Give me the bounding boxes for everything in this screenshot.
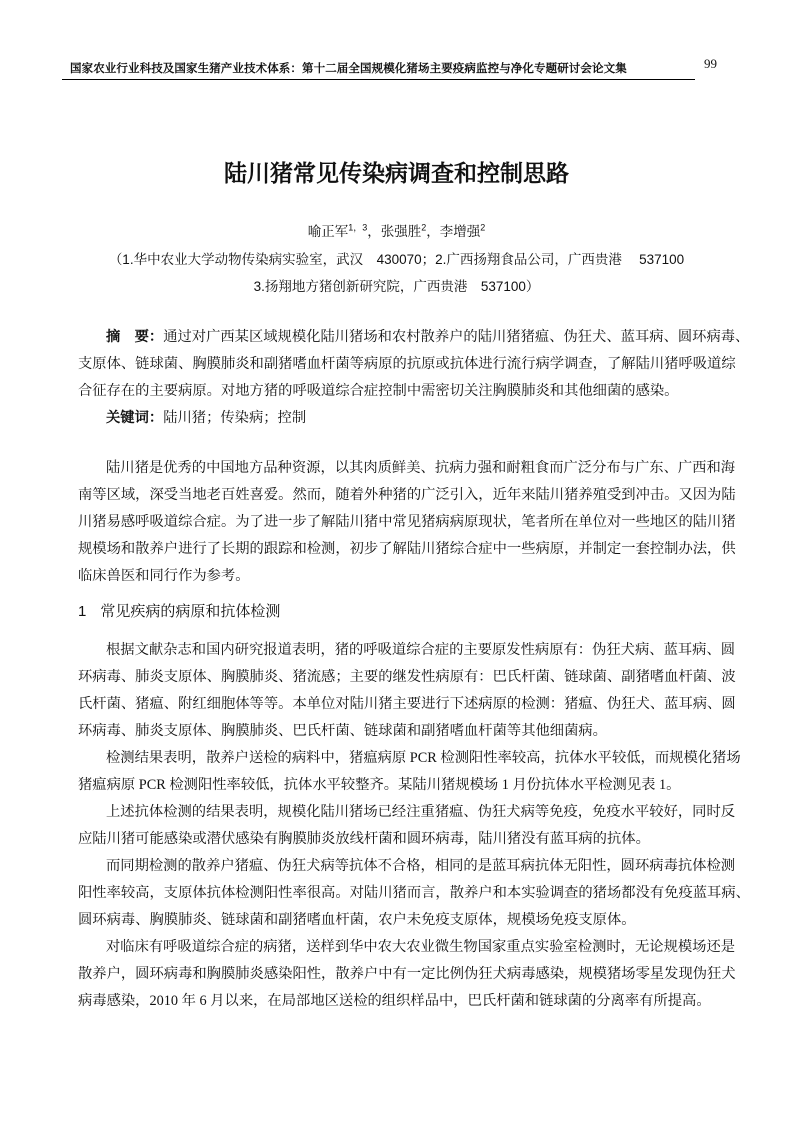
page-number: 99 xyxy=(704,56,717,71)
paragraph-line: 川猪易感呼吸道综合症。为了进一步了解陆川猪中常见猪病病原现状，笔者所在单位对一些地区的陆川猪 xyxy=(78,514,736,530)
keywords-text: 陆川猪；传染病；控制 xyxy=(163,410,307,426)
author-affiliation-mark: 2 xyxy=(480,222,486,233)
abstract-text: 通过对广西某区域规模化陆川猪场和农村散养户的陆川猪猪瘟、伪狂犬、蓝耳病、圆环病毒、 xyxy=(163,329,750,345)
paragraph-line: 环病毒、肺炎支原体、胸膜肺炎、猪流感；主要的继发性病原有：巴氏杆菌、链球菌、副猪嗜血杆菌、波 xyxy=(78,669,736,685)
paragraph-line: 环病毒、肺炎支原体、胸膜肺炎、巴氏杆菌、链球菌和副猪嗜血杆菌等其他细菌病。 xyxy=(78,723,607,739)
running-header: 国家农业行业科技及国家生猪产业技术体系：第十二届全国规模化猪场主要疫病监控与净化专题研讨会论文集 xyxy=(70,63,627,75)
abstract-line: 合征存在的主要病原。对地方猪的呼吸道综合症控制中需密切关注胸膜肺炎和其他细菌的感染。 xyxy=(78,383,679,399)
author-name: 喻正军 xyxy=(307,224,349,239)
paragraph-line: 检测结果表明，散养户送检的病料中，猪瘟病原 PCR 检测阳性率较高，抗体水平较低，而规模化猪场 xyxy=(106,750,741,766)
abstract-line: 支原体、链球菌、胸膜肺炎和副猪嗜血杆菌等病原的抗原或抗体进行流行病学调查，了解陆川猪呼吸道综 xyxy=(78,356,736,372)
paragraph-line: 应陆川猪可能感染或潜伏感染有胸膜肺炎放线杆菌和圆环病毒，陆川猪没有蓝耳病的抗体。 xyxy=(78,831,650,847)
section-title: 常见疾病的病原和抗体检测 xyxy=(100,603,281,620)
paragraph-line: 临床兽医和同行作为参考。 xyxy=(78,568,250,584)
affiliation-line: （1.华中农业大学动物传染病实验室，武汉 430070；2.广西扬翔食品公司，广西贵港 537100 xyxy=(108,252,685,267)
section-body xyxy=(78,637,750,1015)
paragraph-line: 南等区域，深受当地老百姓喜爱。然而，随着外种猪的广泛引入，近年来陆川猪养殖受到冲击。又因为陆 xyxy=(78,487,736,503)
author-name: ，李增强 xyxy=(426,224,481,239)
paragraph-line: 阳性率较高，支原体抗体检测阳性率很高。对陆川猪而言，散养户和本实验调查的猪场都没有免疫蓝耳病、 xyxy=(78,885,750,901)
article-title: 陆川猪常见传染病调查和控制思路 xyxy=(224,160,569,186)
paragraph-line: 根据文献杂志和国内研究报道表明，猪的呼吸道综合症的主要原发性病原有：伪狂犬病、蓝耳病、圆 xyxy=(106,642,736,658)
paragraph-line: 而同期检测的散养户猪瘟、伪狂犬病等抗体不合格，相同的是蓝耳病抗体无阳性，圆环病毒抗体检测 xyxy=(106,858,736,874)
abstract xyxy=(78,324,750,432)
introduction xyxy=(78,455,736,590)
paragraph-line: 散养户，圆环病毒和胸膜肺炎感染阳性，散养户中有一定比例伪狂犬病毒感染，规模猪场零星发现伪狂犬 xyxy=(78,966,736,982)
paragraph-line: 陆川猪是优秀的中国地方品种资源，以其肉质鲜美、抗病力强和耐粗食而广泛分布与广东、广西和海 xyxy=(106,460,736,476)
abstract-label: 摘 要： xyxy=(106,329,164,345)
paragraph-line: 规模场和散养户进行了长期的跟踪和检测，初步了解陆川猪综合症中一些病原，并制定一套控制办法，供 xyxy=(78,541,736,557)
affiliation-line: 3.扬翔地方猪创新研究院，广西贵港 537100） xyxy=(253,279,540,294)
paragraph-line: 病毒感染，2010 年 6 月以来，在局部地区送检的组织样品中，巴氏杆菌和链球菌的分离率有所提高。 xyxy=(78,993,711,1009)
author-affiliation-mark: 1，3 xyxy=(348,222,368,233)
paragraph-line: 猪瘟病原 PCR 检测阳性率较低，抗体水平较整齐。某陆川猪规模场 1 月份抗体水平检测见表 1。 xyxy=(78,777,681,793)
section-number: 1 xyxy=(78,603,87,620)
paragraph-line: 上述抗体检测的结果表明，规模化陆川猪场已经注重猪瘟、伪狂犬病等免疫，免疫水平较好，同时反 xyxy=(106,804,736,820)
paragraph-line: 圆环病毒、胸膜肺炎、链球菌和副猪嗜血杆菌，农户未免疫支原体，规模场免疫支原体。 xyxy=(78,912,636,928)
author-affiliation-mark: 2 xyxy=(421,222,427,233)
paragraph-line: 氏杆菌、猪瘟、附红细胞体等等。本单位对陆川猪主要进行下述病原的检测：猪瘟、伪狂犬、蓝耳病、圆 xyxy=(78,696,736,712)
paragraph-line: 对临床有呼吸道综合症的病猪，送样到华中农大农业微生物国家重点实验室检测时，无论规模场还是 xyxy=(106,939,736,955)
keywords xyxy=(78,405,716,432)
keywords-label: 关键词： xyxy=(106,410,164,426)
section-heading xyxy=(78,600,294,621)
author-name: ，张强胜 xyxy=(367,224,422,239)
author-line xyxy=(0,220,793,240)
abstract-line xyxy=(78,324,750,351)
header-rule xyxy=(62,79,695,80)
